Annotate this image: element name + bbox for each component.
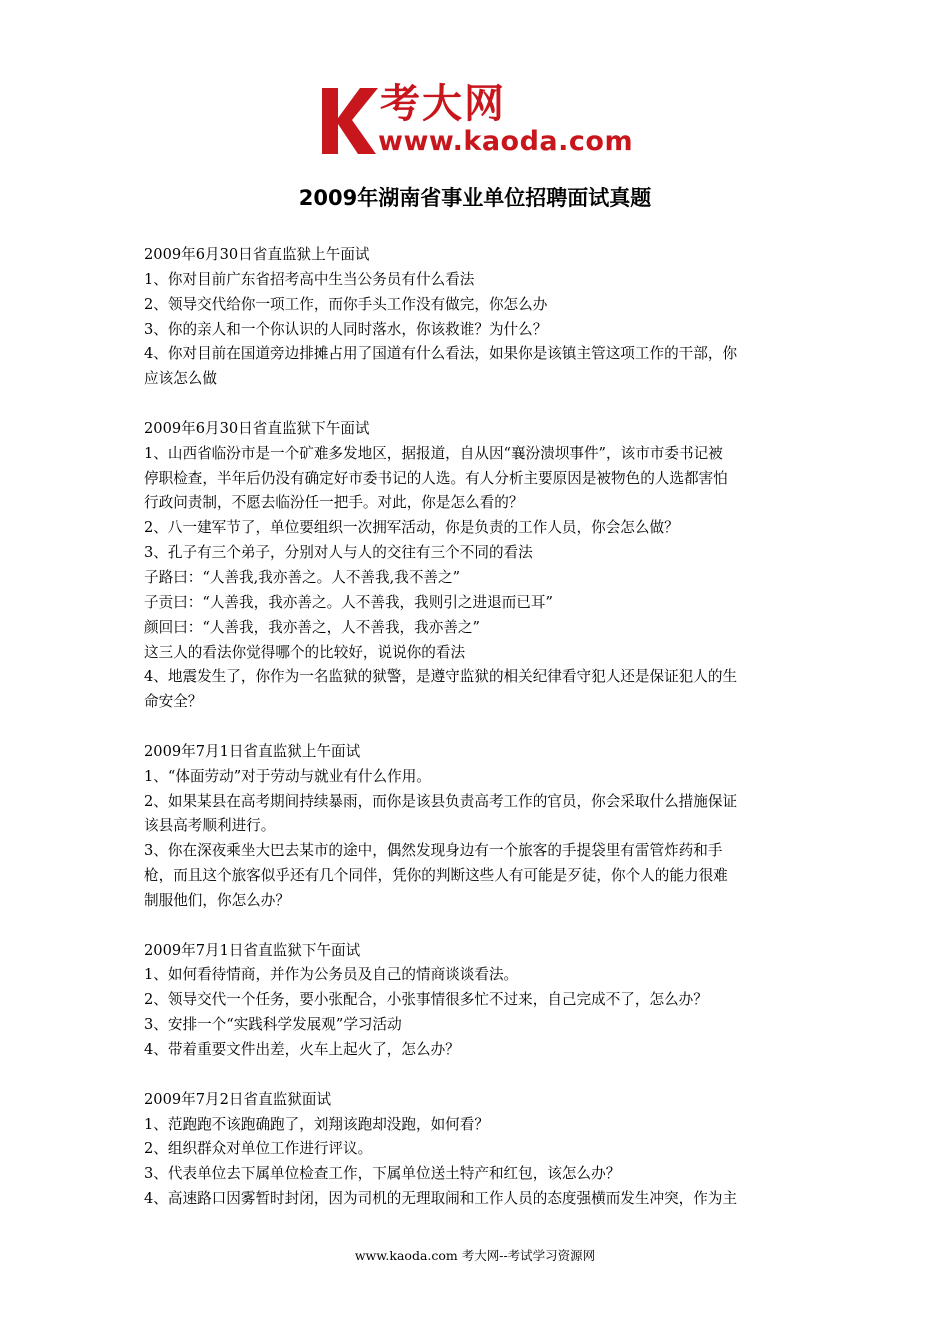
question-line: 1、“体面劳动”对于劳动与就业有什么作用。	[144, 767, 431, 785]
question-line: 2、领导交代一个任务，要小张配合，小张事情很多忙不过来，自己完成不了，怎么办？	[144, 991, 708, 1009]
section-heading: 2009年7月1日省直监狱上午面试	[144, 742, 361, 760]
section-heading: 2009年6月30日省直监狱上午面试	[144, 246, 370, 263]
page-title: 2009年湖南省事业单位招聘面试真题	[298, 186, 652, 210]
question-line: 这三人的看法你觉得哪个的比较好，说说你的看法	[144, 643, 466, 661]
question-line: 该县高考顺利进行。	[144, 817, 276, 835]
kaoda-logo	[318, 81, 640, 160]
logo-k-mark-icon	[318, 84, 380, 156]
question-line: 2、八一建军节了，单位要组织一次拥军活动，你是负责的工作人员，你会怎么做？	[144, 519, 679, 537]
question-line: 1、山西省临汾市是一个矿难多发地区，据报道，自从因“襄汾溃坝事件”，该市市委书记被	[144, 444, 723, 462]
question-section	[144, 740, 810, 914]
page-footer: www.kaoda.com 考大网--考试学习资源网	[354, 1248, 596, 1263]
question-line: 4、带着重要文件出差，火车上起火了，怎么办？	[144, 1041, 460, 1058]
question-section	[144, 417, 810, 715]
question-line: 3、你的亲人和一个你认识的人同时落水，你该救谁？为什么？	[144, 320, 548, 338]
document-body	[144, 243, 810, 1237]
question-section	[144, 1088, 810, 1212]
question-line: 3、孔子有三个弟子，分别对人与人的交往有三个不同的看法	[144, 544, 533, 562]
question-line: 子贡曰：“人善我，我亦善之。人不善我，我则引之进退而已耳”	[144, 593, 553, 611]
question-line: 4、你对目前在国道旁边排摊占用了国道有什么看法，如果你是该镇主管这项工作的干部，你	[144, 345, 738, 363]
question-section	[144, 243, 810, 392]
question-line: 制服他们，你怎么办？	[144, 891, 290, 909]
question-line: 4、地震发生了，你作为一名监狱的狱警，是遵守监狱的相关纪律看守犯人还是保证犯人的生	[144, 668, 738, 686]
logo-site-url: www.kaoda.com	[378, 126, 634, 157]
question-line: 命安全？	[144, 693, 203, 711]
question-line: 停职检查，半年后仍没有确定好市委书记的人选。有人分析主要原因是被物色的人选都害怕	[144, 469, 728, 487]
question-section	[144, 939, 810, 1063]
question-line: 行政问责制，不愿去临汾任一把手。对此，你是怎么看的？	[144, 494, 524, 512]
question-line: 子路曰：“人善我,我亦善之。人不善我,我不善之”	[144, 568, 461, 586]
logo-site-name: 考大网	[380, 81, 506, 127]
question-line: 3、安排一个“实践科学发展观”学习活动	[144, 1016, 402, 1034]
question-line: 3、你在深夜乘坐大巴去某市的途中，偶然发现身边有一个旅客的手提袋里有雷管炸药和手	[144, 842, 723, 860]
question-line: 2、如果某县在高考期间持续暴雨，而你是该县负责高考工作的官员，你会采取什么措施保证	[144, 792, 738, 810]
question-line: 1、你对目前广东省招考高中生当公务员有什么看法	[144, 270, 475, 288]
question-line: 颜回曰：“人善我，我亦善之，人不善我，我亦善之”	[144, 618, 480, 636]
question-line: 枪，而且这个旅客似乎还有几个同伴，凭你的判断这些人有可能是歹徒，你个人的能力很难	[144, 867, 728, 885]
section-heading: 2009年7月1日省直监狱下午面试	[144, 941, 361, 959]
section-heading: 2009年6月30日省直监狱下午面试	[144, 419, 370, 437]
question-line: 1、范跑跑不该跑确跑了，刘翔该跑却没跑，如何看？	[144, 1115, 489, 1133]
question-line: 应该怎么做	[144, 370, 217, 388]
section-heading: 2009年7月2日省直监狱面试	[144, 1090, 332, 1108]
question-line: 3、代表单位去下属单位检查工作，下属单位送土特产和红包，该怎么办？	[144, 1165, 621, 1183]
question-line: 1、如何看待情商，并作为公务员及自己的情商谈谈看法。	[144, 966, 519, 984]
question-line: 2、领导交代给你一项工作，而你手头工作没有做完，你怎么办	[144, 295, 548, 313]
question-line: 4、高速路口因雾暂时封闭，因为司机的无理取闹和工作人员的态度强横而发生冲突，作为主	[144, 1190, 738, 1208]
question-line: 2、组织群众对单位工作进行评议。	[144, 1140, 373, 1158]
